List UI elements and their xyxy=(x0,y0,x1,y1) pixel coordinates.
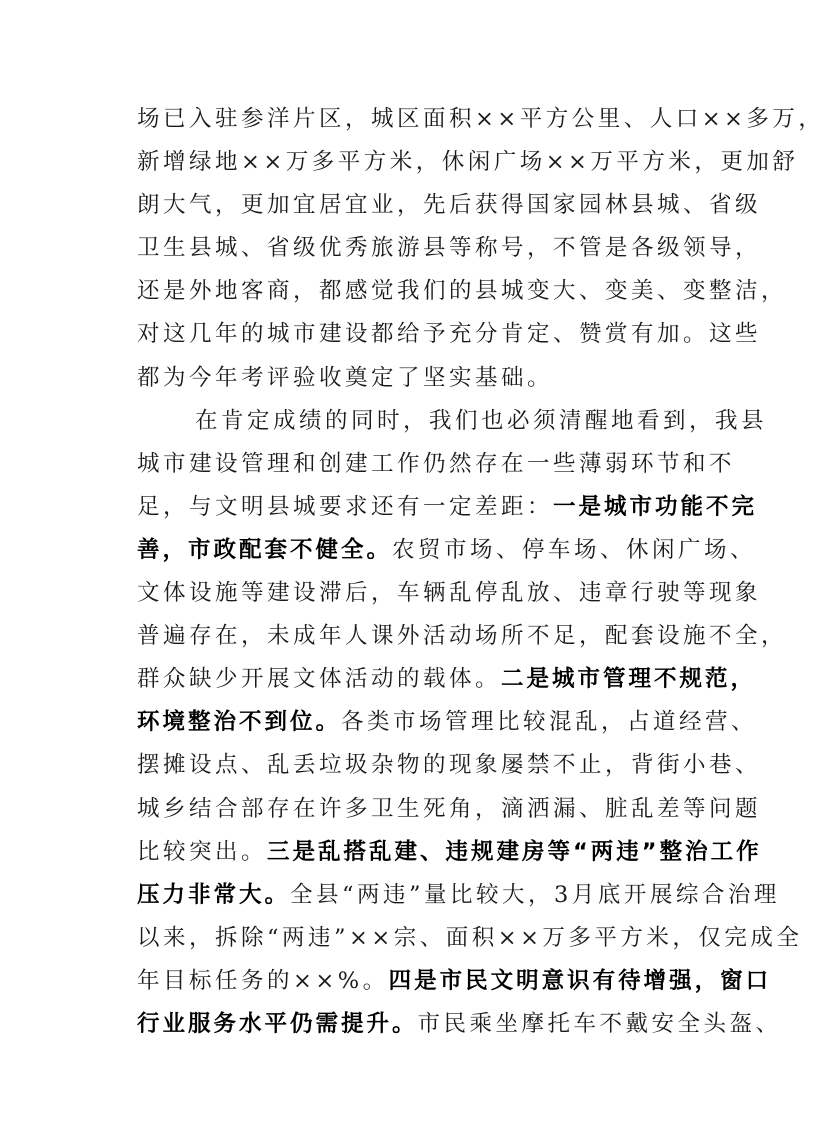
text-line xyxy=(137,1003,782,1046)
text-run: 比较突出。 xyxy=(137,838,268,865)
text-run: 足，与文明县城要求还有一定差距： xyxy=(137,493,554,520)
text-line xyxy=(137,529,757,572)
text-line xyxy=(137,744,762,787)
text-line xyxy=(137,874,780,917)
text-line xyxy=(137,615,788,658)
text-run: 城乡结合部存在许多卫生死角，滴洒漏、脏乱差等问题 xyxy=(137,795,762,822)
bold-heading-run: 二是城市管理不规范， xyxy=(501,666,757,693)
bold-heading-run: 环境整治不到位。 xyxy=(137,709,342,736)
text-line xyxy=(137,270,788,313)
text-run: 还是外地客商，都感觉我们的县城变大、变美、变整洁， xyxy=(137,278,788,305)
text-line xyxy=(137,313,762,356)
text-line xyxy=(137,701,758,744)
text-run: 年目标任务的××%。 xyxy=(137,967,389,994)
text-line xyxy=(137,98,825,141)
document-body xyxy=(137,98,825,1046)
text-run: 农贸市场、停车场、休闲广场、 xyxy=(392,536,757,563)
text-line xyxy=(137,572,762,615)
bold-heading-run: 压力非常大。 xyxy=(137,881,291,908)
text-run: 城市建设管理和创建工作仍然存在一些薄弱环节和不 xyxy=(137,450,736,477)
bold-heading-run: 行业服务水平仍需提升。 xyxy=(137,1010,418,1037)
text-run: 各类市场管理比较混乱，占道经营、 xyxy=(341,709,758,736)
text-run: 摆摊设点、乱丢垃圾杂物的现象屡禁不止，背街小巷、 xyxy=(137,752,762,779)
text-run: 群众缺少开展文体活动的载体。 xyxy=(137,666,502,693)
bold-heading-run: 四是市民文明意识有待增强，窗口 xyxy=(388,967,772,994)
text-line xyxy=(137,357,723,400)
paragraph-start-line xyxy=(137,400,768,443)
bold-heading-run: 三是乱搭乱建、违规建房等“两违”整治工作 xyxy=(267,838,762,865)
text-run: 场已入驻参洋片区，城区面积××平方公里、人口××多万， xyxy=(137,106,825,132)
text-run: 文体设施等建设滞后，车辆乱停乱放、违章行驶等现象 xyxy=(137,580,762,607)
text-run: 朗大气，更加宜居宜业，先后获得国家园林县城、省级 xyxy=(137,192,762,219)
text-run: 卫生县城、省级优秀旅游县等称号，不管是各级领导， xyxy=(137,235,762,262)
text-line xyxy=(137,184,762,227)
text-line xyxy=(137,443,736,486)
text-line xyxy=(137,227,762,270)
text-line xyxy=(137,141,799,184)
text-line xyxy=(137,486,758,529)
text-line xyxy=(137,658,757,701)
text-run: 市民乘坐摩托车不戴安全头盔、 xyxy=(417,1010,782,1037)
text-run: 对这几年的城市建设都给予充分肯定、赞赏有加。这些 xyxy=(137,321,762,348)
text-line xyxy=(137,788,762,831)
bold-heading-run: 善，市政配套不健全。 xyxy=(137,536,393,563)
text-run: 以来，拆除“两违”××宗、面积××万多平方米，仅完成全 xyxy=(137,924,803,951)
text-line xyxy=(137,917,803,960)
text-run: 新增绿地××万多平方米，休闲广场××万平方米，更加舒 xyxy=(137,149,799,176)
text-run: 普遍存在，未成年人课外活动场所不足，配套设施不全， xyxy=(137,623,788,650)
text-run: 都为今年考评验收奠定了坚实基础。 xyxy=(137,364,554,391)
text-line xyxy=(137,960,772,1003)
text-run: 在肯定成绩的同时，我们也必须清醒地看到，我县 xyxy=(195,407,768,434)
text-line xyxy=(137,831,762,874)
bold-heading-run: 一是城市功能不完 xyxy=(553,493,758,520)
text-run: 全县“两违”量比较大，3月底开展综合治理 xyxy=(290,881,780,908)
